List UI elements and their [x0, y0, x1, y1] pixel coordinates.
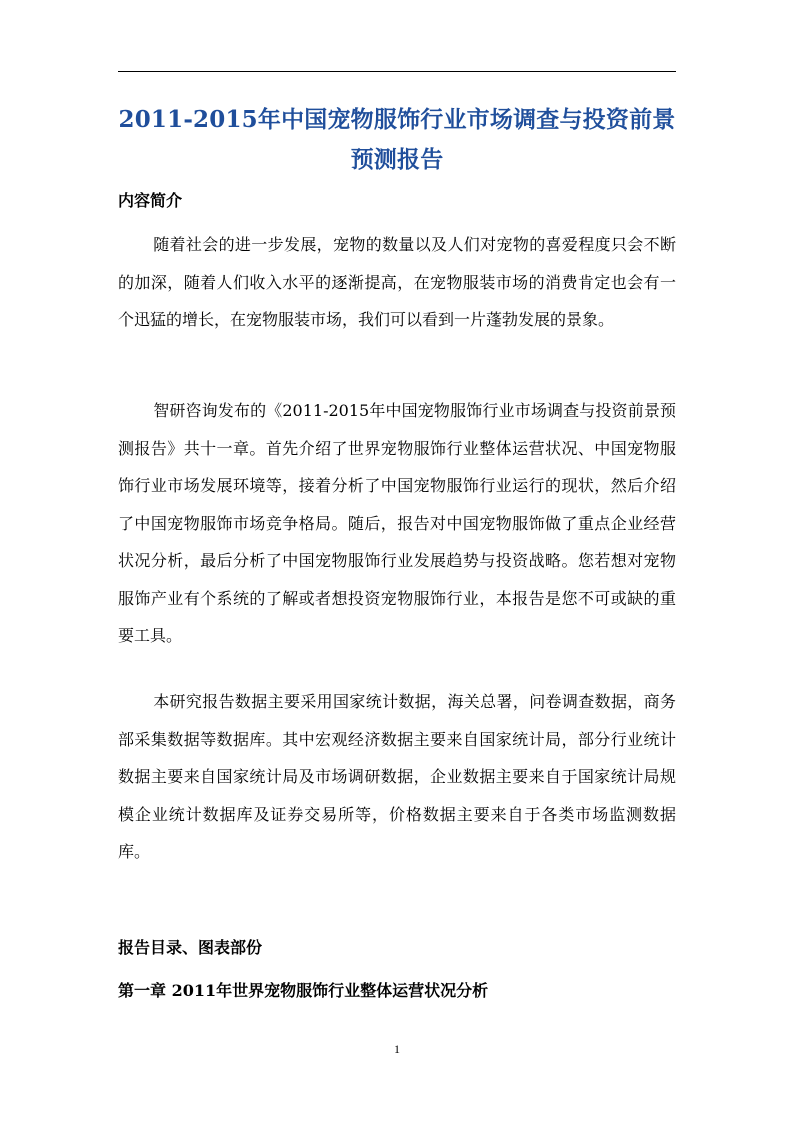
intro-paragraph-2 — [118, 392, 676, 655]
intro-paragraph-1 — [118, 226, 676, 339]
chapter-1-heading: 第一章 2011年世界宠物服饰行业整体运营状况分析 — [118, 981, 489, 1000]
paragraph-text: 本研究报告数据主要采用国家统计数据，海关总署，问卷调查数据，商务部采集数据等数据库。其中宏观经济数据主要来自国家统计局，部分行业统计数据主要来自国家统计局及市场调研数据，企业数据主要来自于国家统计局规模企业统计数据库及证券交易所等，价格数据主要来自于各类市场监测数据库。 — [118, 692, 676, 861]
page-number: 1 — [394, 1042, 400, 1056]
paragraph-text: 智研咨询发布的《2011-2015年中国宠物服饰行业市场调查与投资前景预测报告》共十一章。首先介绍了世界宠物服饰行业整体运营状况、中国宠物服饰行业市场发展环境等，接着分析了中国宠物服饰行业运行的现状，然后介绍了中国宠物服饰市场竞争格局。随后，报告对中国宠物服饰做了重点企业经营状况分析，最后分析了中国宠物服饰行业发展趋势与投资战略。您若想对宠物服饰产业有个系统的了解或者想投资宠物服饰行业，本报告是您不可或缺的重要工具。 — [118, 401, 676, 645]
toc-heading: 报告目录、图表部份 — [118, 938, 263, 957]
header-rule — [118, 71, 676, 72]
intro-heading: 内容简介 — [118, 191, 183, 210]
intro-paragraph-3 — [118, 683, 676, 871]
paragraph-text: 随着社会的进一步发展，宠物的数量以及人们对宠物的喜爱程度只会不断的加深，随着人们收入水平的逐渐提高，在宠物服装市场的消费肯定也会有一个迅猛的增长，在宠物服装市场，我们可以看到一片蓬勃发展的景象。 — [118, 235, 676, 329]
document-title: 2011-2015年中国宠物服饰行业市场调查与投资前景预测报告 — [118, 106, 676, 173]
